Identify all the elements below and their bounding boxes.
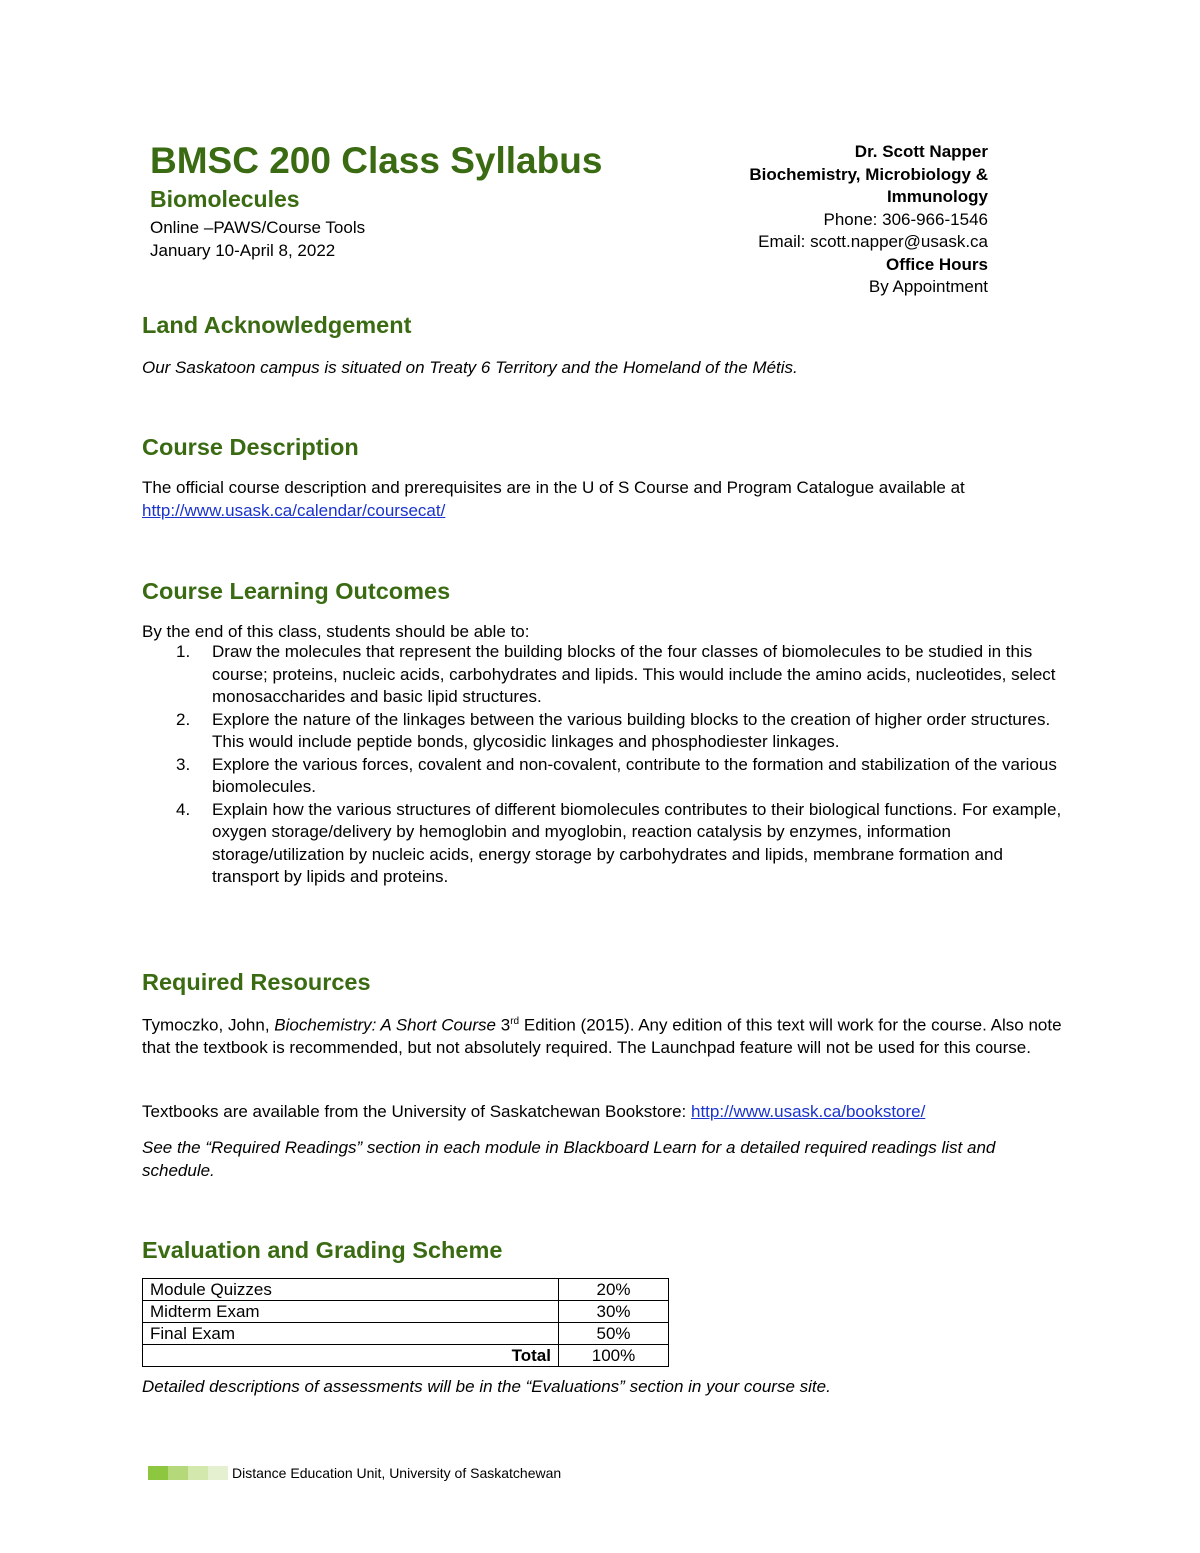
textbook-paragraph	[142, 1011, 1062, 1060]
list-item-number: 2.	[176, 709, 191, 729]
bookstore-paragraph	[142, 1101, 1062, 1124]
textbook-edition-suffix: rd	[510, 1016, 520, 1027]
instructor-department: Biochemistry, Microbiology & Immunology	[749, 164, 988, 206]
evaluation-note: Detailed descriptions of assessments will be in the “Evaluations” section in your course site.	[142, 1377, 831, 1396]
table-row	[143, 1279, 669, 1301]
table-cell-label: Final Exam	[143, 1323, 559, 1345]
office-hours-value: By Appointment	[868, 277, 988, 296]
list-item-number: 3.	[176, 754, 191, 774]
footer-text: Distance Education Unit, University of Saskatchewan	[232, 1465, 562, 1481]
list-item-number: 4.	[176, 799, 191, 819]
learning-outcomes-heading: Course Learning Outcomes	[142, 578, 451, 604]
textbook-note: Edition (2015). Any edition of this text will work for the course. Also note that the textbook is recommended, but not absolutely required. The Launchpad feature will not be used for this course.	[142, 1015, 1062, 1058]
list-item-number: 1.	[176, 642, 191, 661]
list-item	[142, 641, 1072, 709]
table-cell-value: 30%	[559, 1301, 669, 1323]
course-dates: January 10-April 8, 2022	[150, 241, 336, 260]
instructor-contact	[658, 141, 988, 299]
instructor-phone: Phone: 306-966-1546	[823, 209, 988, 229]
evaluation-heading: Evaluation and Grading Scheme	[142, 1237, 503, 1263]
table-total-label: Total	[143, 1345, 559, 1367]
delivery-mode: Online –PAWS/Course Tools	[150, 218, 366, 237]
office-hours-label: Office Hours	[885, 254, 988, 274]
table-row	[143, 1301, 669, 1323]
table-total-value: 100%	[559, 1345, 669, 1367]
footer-swatch	[148, 1466, 168, 1480]
bookstore-link[interactable]: http://www.usask.ca/bookstore/	[691, 1102, 926, 1121]
land-acknowledgement-heading: Land Acknowledgement	[142, 312, 412, 338]
learning-outcomes-list	[142, 641, 1072, 889]
table-cell-value: 20%	[559, 1279, 669, 1301]
footer-swatch	[208, 1466, 228, 1480]
instructor-email: Email: scott.napper@usask.ca	[758, 232, 988, 251]
course-description-text	[142, 477, 1012, 522]
table-cell-label: Module Quizzes	[143, 1279, 559, 1301]
course-catalogue-link[interactable]: http://www.usask.ca/calendar/coursecat/	[142, 500, 446, 520]
table-cell-label: Midterm Exam	[143, 1301, 559, 1323]
list-item-text: Draw the molecules that represent the building blocks of the four classes of biomolecules to be studied in this course; proteins, nucleic acids, carbohydrates and lipids. This would include the amino acids, nucleotides, select monosaccharides and basic lipid structures.	[212, 642, 1056, 706]
footer-swatch	[168, 1466, 188, 1480]
learning-outcomes-intro: By the end of this class, students should be able to:	[142, 622, 530, 641]
land-acknowledgement-text: Our Saskatoon campus is situated on Treaty 6 Territory and the Homeland of the Métis.	[142, 358, 798, 377]
grading-table	[142, 1278, 669, 1367]
list-item-text: Explain how the various structures of different biomolecules contributes to their biological functions. For example, oxygen storage/delivery by hemoglobin and myoglobin, reaction catalysis by enzymes, information storage/utilization by nucleic acids, energy storage by carbohydrates and lipids, membrane formation and transport by lipids and proteins.	[212, 799, 1062, 886]
bookstore-text: Textbooks are available from the University of Saskatchewan Bookstore:	[142, 1102, 687, 1121]
list-item	[142, 799, 1072, 889]
list-item-text: Explore the nature of the linkages between the various building blocks to the creation of higher order structures. This would include peptide bonds, glycosidic linkages and phosphodiester linkages.	[212, 709, 1051, 751]
table-row	[143, 1323, 669, 1345]
list-item	[142, 709, 1072, 754]
required-readings-note: See the “Required Readings” section in each module in Blackboard Learn for a detailed required readings list and schedule.	[142, 1138, 996, 1180]
instructor-name: Dr. Scott Napper	[854, 142, 988, 161]
footer-swatch	[188, 1466, 208, 1480]
page-subtitle: Biomolecules	[150, 186, 300, 212]
table-row-total	[143, 1345, 669, 1367]
textbook-author: Tymoczko, John,	[142, 1015, 270, 1035]
required-resources-heading: Required Resources	[142, 969, 371, 995]
table-cell-value: 50%	[559, 1323, 669, 1345]
course-description-body: The official course description and prerequisites are in the U of S Course and Program Catalogue available at	[142, 478, 965, 497]
list-item-text: Explore the various forces, covalent and non-covalent, contribute to the formation and stabilization of the various biomolecules.	[212, 754, 1057, 796]
list-item	[142, 754, 1072, 799]
footer-color-bar	[148, 1466, 228, 1480]
textbook-edition: 3	[500, 1015, 511, 1035]
page-title: BMSC 200 Class Syllabus	[150, 140, 603, 181]
course-description-heading: Course Description	[142, 434, 359, 460]
textbook-title: Biochemistry: A Short Course	[274, 1015, 497, 1035]
